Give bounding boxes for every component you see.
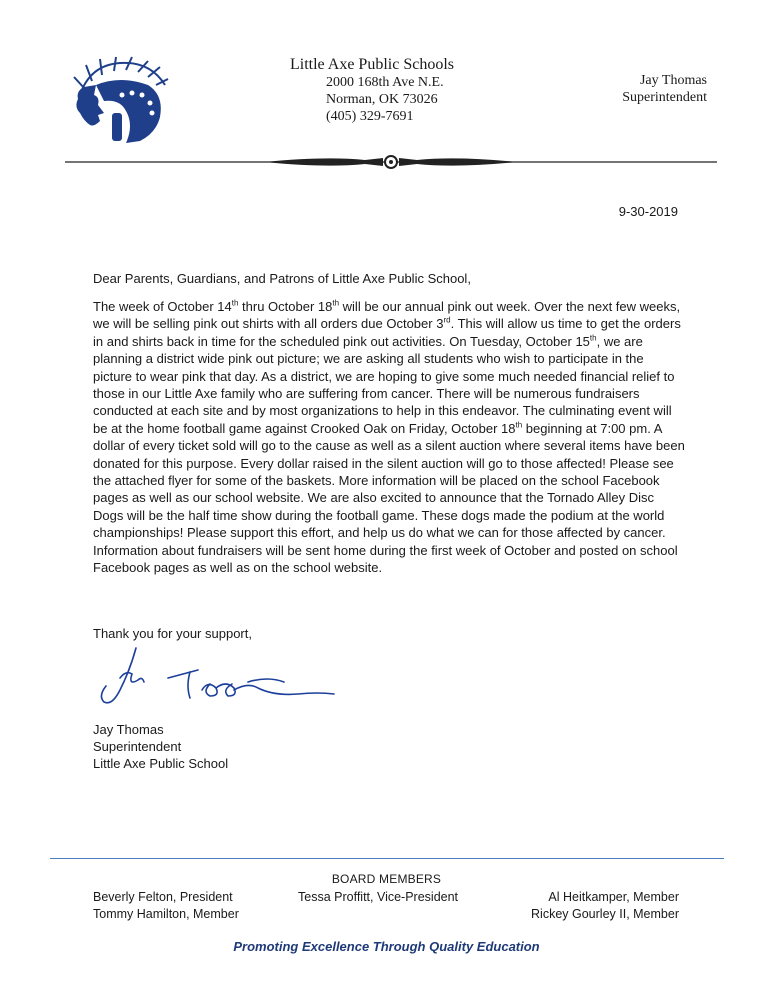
school-motto: Promoting Excellence Through Quality Education xyxy=(233,939,540,954)
body-text: The week of October 14 xyxy=(93,299,232,314)
phone-number: (405) 329-7691 xyxy=(326,109,414,124)
signature-block xyxy=(93,721,228,772)
board-members-left xyxy=(93,889,239,923)
address-line-1: 2000 168th Ave N.E. xyxy=(326,75,444,90)
school-name: Little Axe Public Schools xyxy=(290,56,454,73)
board-member: Tommy Hamilton, Member xyxy=(93,907,239,921)
ordinal-suffix: th xyxy=(515,420,523,430)
board-member: Al Heitkamper, Member xyxy=(548,890,679,904)
superintendent-title: Superintendent xyxy=(622,90,707,105)
body-text: . This will allow us time to get the orders in and shirts back in time for the scheduled pink out activities. On Tuesday, October 15 xyxy=(93,316,681,349)
body-text: will be our annual pink out week. Over the next few weeks, we will be selling pink out shirts with all orders due October 3 xyxy=(93,299,681,332)
board-members-right xyxy=(531,889,679,923)
school-logo-chief-icon xyxy=(60,55,170,145)
letter-date: 9-30-2019 xyxy=(618,204,678,219)
board-members-title: BOARD MEMBERS xyxy=(331,872,442,886)
board-member: Tessa Proffitt, Vice-President xyxy=(298,890,459,904)
board-members-middle xyxy=(298,889,458,906)
letter-body xyxy=(93,298,685,577)
closing-line: Thank you for your support, xyxy=(93,626,252,641)
body-text: thru October 18 xyxy=(238,299,333,314)
ordinal-suffix: th xyxy=(589,333,597,343)
footer-divider xyxy=(50,858,724,859)
letterhead-superintendent xyxy=(622,72,707,106)
superintendent-name: Jay Thomas xyxy=(639,73,707,88)
board-member: Beverly Felton, President xyxy=(93,890,233,904)
ornamental-divider xyxy=(65,150,717,174)
body-text: , we are planning a district wide pink out picture; we are asking all students who wish to participate in the picture to wear pink that day. As a district, we are hoping to give some much needed financial relief to those in our Little Axe family who are suffering from cancer. There will be numerous fundraisers conducted at each site and by most organizations to help in this endeavor. The culminating event will be at the home football game against Crooked Oak on Friday, October 18 xyxy=(93,333,675,436)
signer-organization: Little Axe Public School xyxy=(93,756,229,771)
ordinal-suffix: rd xyxy=(443,316,451,326)
board-member: Rickey Gourley II, Member xyxy=(531,907,679,921)
salutation: Dear Parents, Guardians, and Patrons of Little Axe Public School, xyxy=(93,271,471,286)
handwritten-signature xyxy=(98,640,338,720)
ordinal-suffix: th xyxy=(231,298,239,308)
ordinal-suffix: th xyxy=(332,298,340,308)
letterhead-address-block xyxy=(290,56,480,125)
address-line-2: Norman, OK 73026 xyxy=(326,92,438,107)
signer-name: Jay Thomas xyxy=(93,722,164,737)
body-text: beginning at 7:00 pm. A dollar of every ticket sold will go to the cause as well as a silent auction where several items have been donated for this purpose. Every dollar raised in the silent auction will go to those affected! Please see the attached flyer for some of the baskets. More information will be placed on the school Facebook pages as well as our school website. We are also excited to announce that the Tornado Alley Disc Dogs will be the half time show during the football game. These dogs made the podium at the world championships! Please support this effort, and help us do what we can for those affected by cancer. Information about fundraisers will be sent home during the first week of October and posted on school Facebook pages as well as on the school website. xyxy=(93,420,685,576)
signer-title: Superintendent xyxy=(93,739,182,754)
